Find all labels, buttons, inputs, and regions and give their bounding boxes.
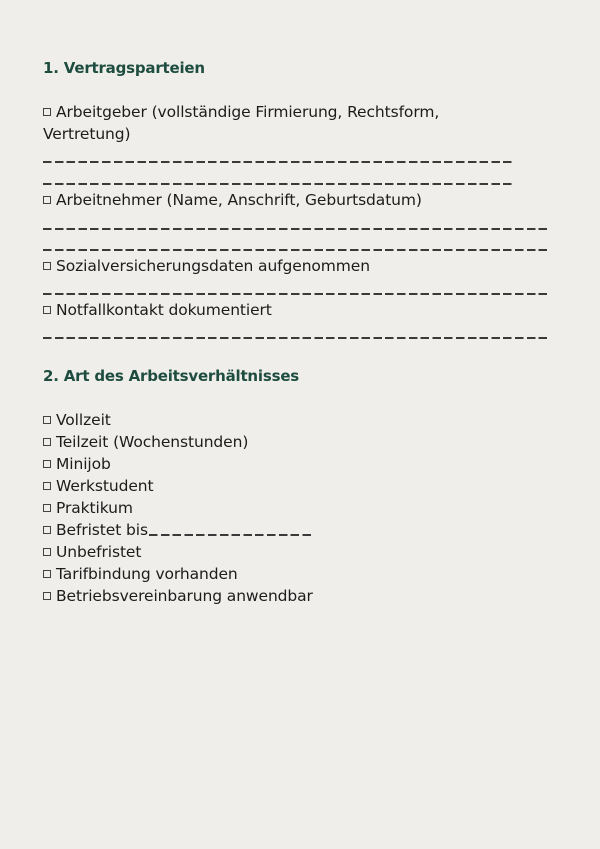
blank-line-notfallkontakt[interactable] (43, 337, 550, 339)
checkbox-icon[interactable] (43, 262, 51, 270)
item-label: Arbeitnehmer (Name, Anschrift, Geburtsdatum) (56, 191, 422, 209)
checklist-item-unbefristet[interactable] (43, 541, 141, 563)
item-label: Teilzeit (Wochenstunden) (56, 433, 249, 451)
item-label: Praktikum (56, 499, 133, 517)
section-heading-arbeitsverhaeltnis: 2. Art des Arbeitsverhältnisses (43, 367, 300, 385)
item-label: Unbefristet (56, 543, 142, 561)
item-label: Minijob (56, 455, 111, 473)
item-label: Tarifbindung vorhanden (56, 565, 238, 583)
checkbox-icon[interactable] (43, 460, 51, 468)
checkbox-icon[interactable] (43, 482, 51, 490)
item-label: Werkstudent (56, 477, 154, 495)
checklist-item-teilzeit[interactable] (43, 431, 248, 453)
item-label: Befristet bis (56, 521, 148, 539)
checkbox-icon[interactable] (43, 416, 51, 424)
blank-line-arbeitnehmer-2[interactable] (43, 249, 550, 251)
checklist-item-tarifbindung[interactable] (43, 563, 238, 585)
checkbox-icon[interactable] (43, 196, 51, 204)
blank-line-arbeitnehmer-1[interactable] (43, 228, 550, 230)
item-label: Arbeitgeber (vollständige Firmierung, Rechtsform, Vertretung) (43, 103, 440, 143)
blank-line-befristet-bis[interactable] (149, 534, 314, 536)
item-label: Vollzeit (56, 411, 111, 429)
checklist-item-vollzeit[interactable] (43, 409, 111, 431)
checkbox-icon[interactable] (43, 526, 51, 534)
checkbox-icon[interactable] (43, 306, 51, 314)
item-label: Notfallkontakt dokumentiert (56, 301, 272, 319)
blank-line-sozialversicherung[interactable] (43, 293, 550, 295)
checkbox-icon[interactable] (43, 108, 51, 116)
checklist-item-arbeitnehmer[interactable] (43, 189, 422, 211)
checkbox-icon[interactable] (43, 592, 51, 600)
checklist-item-praktikum[interactable] (43, 497, 133, 519)
item-label: Sozialversicherungsdaten aufgenommen (56, 257, 370, 275)
blank-line-arbeitgeber-1[interactable] (43, 161, 515, 163)
checklist-item-befristet[interactable] (43, 519, 314, 541)
item-label: Betriebsvereinbarung anwendbar (56, 587, 313, 605)
checklist-item-notfallkontakt[interactable] (43, 299, 272, 321)
checklist-item-werkstudent[interactable] (43, 475, 153, 497)
checklist-item-sozialversicherung[interactable] (43, 255, 370, 277)
checkbox-icon[interactable] (43, 438, 51, 446)
checkbox-icon[interactable] (43, 570, 51, 578)
checkbox-icon[interactable] (43, 548, 51, 556)
checklist-item-betriebsvereinbarung[interactable] (43, 585, 313, 607)
checklist-item-arbeitgeber[interactable] (43, 101, 513, 145)
checklist-item-minijob[interactable] (43, 453, 111, 475)
section-heading-vertragsparteien: 1. Vertragsparteien (43, 59, 205, 77)
checkbox-icon[interactable] (43, 504, 51, 512)
blank-line-arbeitgeber-2[interactable] (43, 183, 515, 185)
